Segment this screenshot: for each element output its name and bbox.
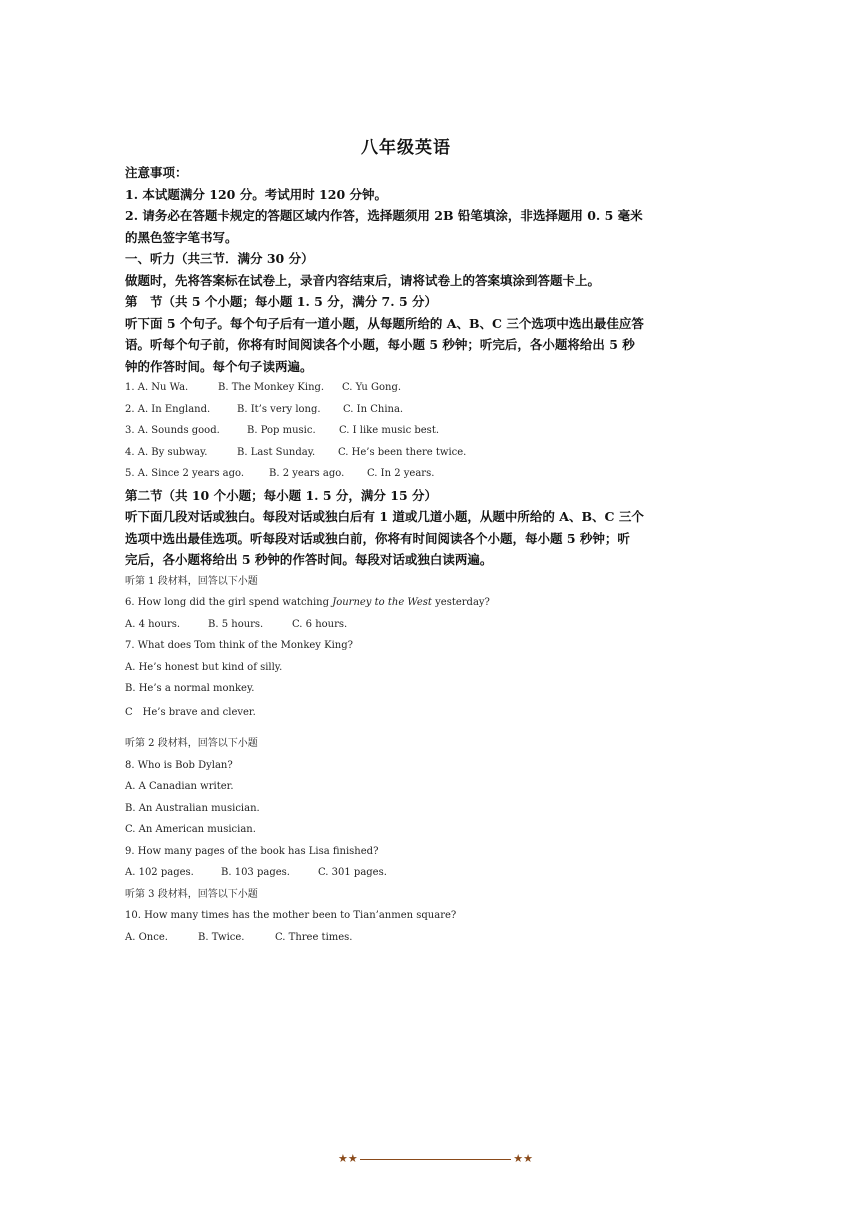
question-8-option-c: C. An American musician. [125, 824, 256, 835]
part1-instruction-line1: 听下面 5 个句子。每个句子后有一道小题，从每题所给的 A、B、C 三个选项中选出最佳应答 [125, 315, 644, 331]
option-a: A. Once. [125, 931, 168, 943]
option-a: 2. A. In England. [125, 403, 211, 415]
material-3-label: 听第 3 段材料，回答以下小题 [125, 888, 258, 900]
page-title: 八年级英语 [361, 138, 451, 158]
option-a: 3. A. Sounds good. [125, 425, 220, 436]
notice-heading: 注意事项： [125, 165, 188, 180]
question-8-option-a: A. A Canadian writer. [125, 781, 234, 792]
question-7-option-c: C He’s brave and clever. [125, 706, 256, 718]
option-a: A. 102 pages. [125, 867, 194, 878]
question-7-option-a: A. He’s honest but kind of silly. [125, 661, 283, 673]
part1-instruction-line3: 钟的作答时间。每个句子读两遍。 [125, 358, 313, 374]
option-c: C. 6 hours. [292, 618, 348, 630]
option-c: C. Three times. [275, 931, 353, 943]
question-row [125, 927, 695, 949]
option-c: C. 301 pages. [318, 867, 387, 878]
part2-instruction-line3: 完后，各小题将给出 5 秒钟的作答时间。每段对话或独白读两遍。 [125, 552, 493, 567]
question-6-text-end: yesterday? [431, 597, 490, 608]
option-b: B. Last Sunday. [237, 446, 316, 458]
option-c: C. I like music best. [339, 425, 440, 436]
star-icon: ★★ [513, 1152, 533, 1165]
question-row [125, 463, 695, 485]
option-b: B. The Monkey King. [218, 382, 325, 393]
question-8: 8. Who is Bob Dylan? [125, 759, 233, 771]
notice-item-2-line2: 的黑色签字笔书写。 [125, 229, 238, 245]
notice-item-1: 1. 本试题满分 120 分。考试用时 120 分钟。 [125, 186, 387, 202]
question-6 [125, 592, 695, 614]
question-row [125, 377, 695, 399]
option-a: 1. A. Nu Wa. [125, 382, 189, 393]
question-9: 9. How many pages of the book has Lisa finished? [125, 845, 379, 857]
question-8-option-b: B. An Australian musician. [125, 802, 260, 814]
exam-content [125, 162, 695, 948]
option-c: C. In 2 years. [367, 468, 435, 479]
material-1-label: 听第 1 段材料，回答以下小题 [125, 575, 258, 587]
option-b: B. It’s very long. [237, 403, 321, 415]
part1-instruction-line2: 语。听每个句子前，你将有时间阅读各个小题，每小题 5 秒钟；听完后，各小题将给出 5 秒 [125, 337, 635, 352]
option-a: A. 4 hours. [125, 618, 181, 630]
option-b: B. 5 hours. [208, 618, 264, 630]
footer-rule [360, 1159, 512, 1160]
question-7: 7. What does Tom think of the Monkey King? [125, 640, 353, 651]
part2-instruction-line2: 选项中选出最佳选项。听每段对话或独白前，你将有时间阅读各个小题，每小题 5 秒钟；听 [125, 530, 630, 546]
page-footer-ornament [338, 1151, 533, 1167]
option-b: B. Pop music. [247, 425, 316, 436]
option-c: C. He’s been there twice. [338, 446, 467, 458]
option-c: C. In China. [343, 403, 404, 415]
question-row [125, 399, 695, 421]
option-c: C. Yu Gong. [342, 382, 402, 393]
section1-instruction: 做题时，先将答案标在试卷上，录音内容结束后，请将试卷上的答案填涂到答题卡上。 [125, 272, 601, 288]
part2-instruction-line1: 听下面几段对话或独白。每段对话或独白后有 1 道或几道小题，从题中所给的 A、B、C 三个 [125, 509, 644, 524]
question-row [125, 420, 695, 442]
option-a: 5. A. Since 2 years ago. [125, 468, 245, 479]
question-7-option-b: B. He’s a normal monkey. [125, 683, 255, 694]
question-6-book-title: Journey to the West [332, 597, 432, 608]
option-b: B. 103 pages. [221, 867, 290, 878]
option-b: B. Twice. [198, 931, 245, 943]
option-a: 4. A. By subway. [125, 446, 208, 458]
question-6-text: 6. How long did the girl spend watching [125, 597, 333, 608]
material-2-label: 听第 2 段材料，回答以下小题 [125, 738, 258, 749]
option-b: B. 2 years ago. [269, 468, 345, 479]
question-10: 10. How many times has the mother been to Tian’anmen square? [125, 910, 457, 921]
question-row [125, 442, 695, 464]
question-row [125, 614, 695, 636]
part1-heading: 第 节（共 5 个小题；每小题 1. 5 分，满分 7. 5 分） [125, 294, 438, 309]
notice-item-2-line1: 2. 请务必在答题卡规定的答题区域内作答，选择题须用 2B 铅笔填涂，非选择题用 0. 5 毫米 [125, 208, 643, 223]
part2-heading: 第二节（共 10 个小题；每小题 1. 5 分，满分 15 分） [125, 487, 438, 503]
section1-heading: 一、听力（共三节．满分 30 分） [125, 251, 314, 266]
star-icon: ★★ [338, 1152, 358, 1165]
question-row [125, 862, 695, 884]
